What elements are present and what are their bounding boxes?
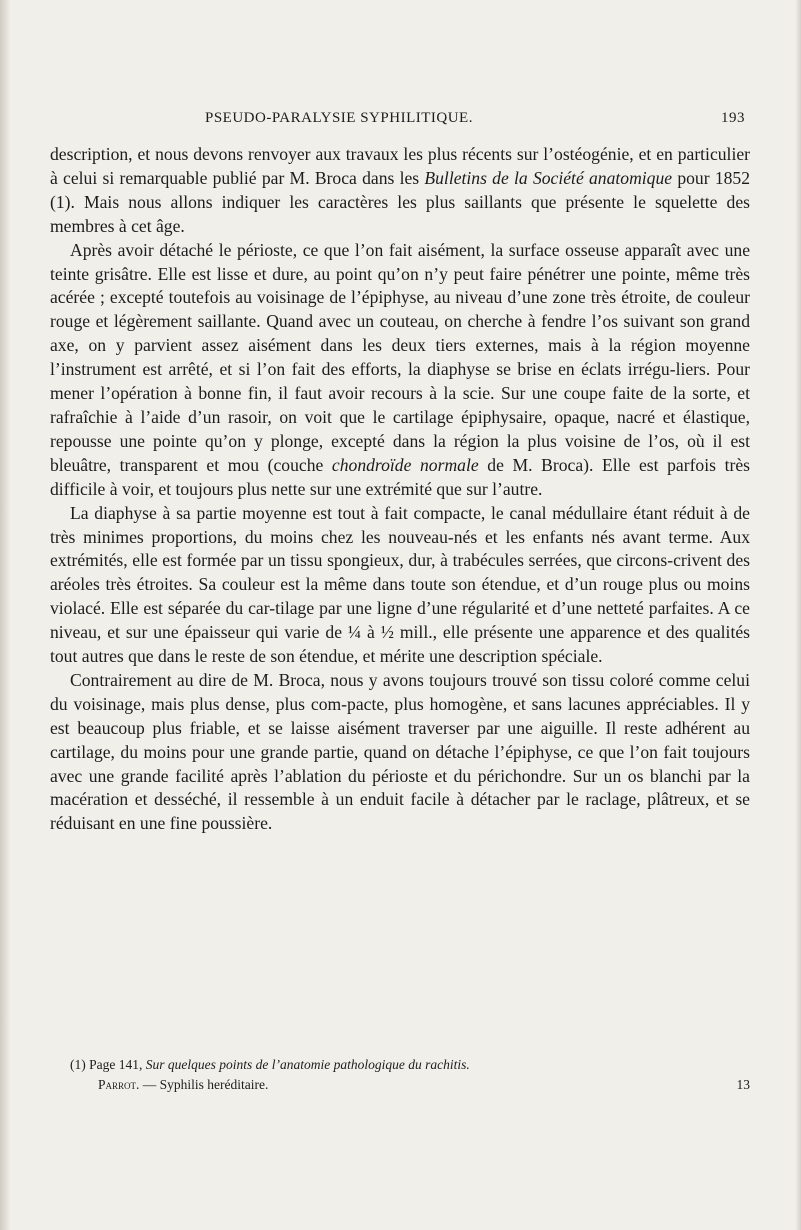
paragraph-2-italic-term: chondroïde normale xyxy=(331,454,479,475)
footnote-marker: (1) Page 141, xyxy=(70,1057,146,1072)
paragraph-1-italic-title: Bulletins de la Société anatomique xyxy=(424,167,673,188)
sheet-number: 13 xyxy=(736,1077,750,1092)
paragraph-3: La diaphyse à sa partie moyenne est tout à fait compacte, le canal médullaire étant réduit à de très minimes proportions, du moins chez les nouveau-nés et les enfants nés avant terme. Aux extrémités, elle est formée par un tissu spongieux, dur, à trabécules serrées, que circons-crivent des aréoles très étroites. Sa couleur est la même dans toute son étendue, et d’un rouge plus ou moins violacé. Elle est séparée du car-tilage par une ligne d’une régularité et d’une netteté parfaites. A ce niveau, et sur une épaisseur qui varie de ¼ à ½ mill., elle présente une apparence et des qualités tout autres que dans le reste de son étendue, et mérite une description spéciale. xyxy=(50,502,750,667)
paragraph-1 xyxy=(50,143,750,239)
body-text xyxy=(50,143,750,836)
page-number: 193 xyxy=(721,110,745,126)
footnote-title: Sur quelques points de l’anatomie pathologique du rachitis. xyxy=(145,1057,470,1072)
paragraph-1-text: description, et nous devons renvoyer aux travaux les plus récents sur l’ostéogénie, et en particulier à celui si remarquable publié par M. Broca dans les xyxy=(50,144,750,188)
footnote xyxy=(70,1055,750,1075)
running-header xyxy=(205,110,745,127)
signature-line xyxy=(98,1077,750,1093)
paragraph-2-text: Après avoir détaché le périoste, ce que l’on fait aisément, la surface osseuse apparaît avec une teinte grisâtre. Elle est lisse et dure, au point qu’on n’y peut faire pénétrer une pointe, même très acérée ; excepté toutefois au voisinage de l’épiphyse, au niveau d’une zone très étroite, de couleur rouge et légèrement saillante. Quand avec un couteau, on cherche à fendre l’os suivant son grand axe, on y parvient assez aisément dans les deux tiers externes, mais à la région moyenne l’instrument est arrêté, et si l’on fait des efforts, la diaphyse se brise en éclats irrégu-liers. Pour mener l’opération à bonne fin, il faut avoir recours à la scie. Sur une coupe faite de la sorte, et rafraîchie à l’aide d’un rasoir, on voit que le cartilage épiphysaire, opaque, nacré et élastique, repousse une pointe qu’on y plonge, excepté dans la région la plus voisine de l’os, où il est bleuâtre, transparent et mou (couche xyxy=(50,239,750,475)
author-signature: Parrot. xyxy=(98,1077,140,1092)
page-right-edge xyxy=(795,0,801,1230)
paragraph-2-text-end: de M. Broca). Elle est parfois très difficile à voir, et toujours plus nette sur une extrémité que sur l’autre. xyxy=(50,454,750,499)
work-title: — Syphilis heréditaire. xyxy=(139,1077,269,1092)
paragraph-4: Contrairement au dire de M. Broca, nous y avons toujours trouvé son tissu coloré comme celui du voisinage, mais plus dense, plus com-pacte, plus homogène, et sans lacunes appréciables. Il y est beaucoup plus friable, et se laisse aisément traverser par une aiguille. Il reste adhérent au cartilage, du moins pour une grande partie, quand on détache l’épiphyse, ce que l’on fait toujours avec une grande facilité après l’ablation du périoste et du périchondre. Sur un os blanchi par la macération et desséché, il ressemble à un enduit facile à détacher par le raclage, plâtreux, et se réduisant en une fine poussière. xyxy=(50,669,750,834)
paragraph-1-text-end: pour 1852 (1). Mais nous allons indiquer les caractères les plus saillants que présente le squelette des membres à cet âge. xyxy=(50,167,751,236)
running-title: PSEUDO-PARALYSIE SYPHILITIQUE. xyxy=(205,110,473,126)
paragraph-2 xyxy=(50,239,750,502)
page-binding-edge xyxy=(0,0,10,1230)
